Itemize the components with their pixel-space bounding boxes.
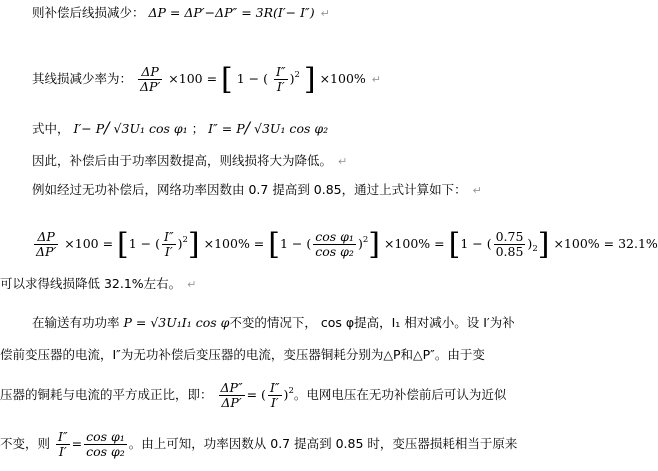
line-result <box>0 274 196 295</box>
return-icon: ↵ <box>472 184 482 197</box>
denominator-phi1: √3U₁ cos φ₁ <box>113 121 188 136</box>
bracket-right: ] <box>303 61 316 97</box>
times-100: ×100 = <box>168 71 218 86</box>
symbol-i2: I″ = <box>208 121 233 136</box>
line-voltage: 不变，则 $\frac{I''}{I'}$ = $\frac{\text{cos φ₁}}{\text{cos φ₂}}$ 。由上可知，功率因数从 0.7 提高到 0.85 时，变压器损耗相当于原来 <box>0 429 518 459</box>
bracket-left: [ <box>221 61 233 97</box>
line-therefore <box>32 151 347 172</box>
separator: ； <box>191 121 205 136</box>
denominator-phi2: √3U₁ cos φ₂ <box>254 121 329 136</box>
line-calculation: $\frac{\Delta P}{\Delta P'}$ ×100 = [1 − ( $\frac{I''}{I'}$ )$^2$] ×100% = [1 − ( $\frac{\text{cos φ₁}}{\text{cos φ₂}}$ )$^2$] ×100% = [1 − ( $\frac{0.75}{0.85}$ )$_2] \times 100\% = 32.1\%$ <box>36 226 658 262</box>
one-minus: 1 − ( <box>236 71 268 86</box>
result-percent: ×100% = 32.1% <box>553 236 658 251</box>
fraction-cos-calc: $\frac{\text{cos φ₁}}{\text{cos φ₂}}$ <box>315 229 354 259</box>
fraction-dp-dp1-calc: $\frac{\Delta P}{\Delta P'}$ <box>36 229 57 259</box>
line-where: 式中， I′− P/ √3U₁ cos φ₁ ； I″ = P/ √3U₁ cos φ₂ <box>32 118 329 137</box>
symbol-i1: I′ <box>73 121 82 136</box>
line-transformer-current: 偿前变压器的电流，I″为无功补偿后变压器的电流，变压器铜耗分别为△P和△P″。由于变 <box>0 347 485 362</box>
text-result: 可以求得线损降低 32.1%左右。 <box>0 276 182 291</box>
fraction-i2-i1: $\frac{I''}{I'}$ <box>275 64 286 94</box>
label-reduction: 则补偿后线损减少： <box>32 5 145 20</box>
line-reduction <box>32 3 330 24</box>
text-example: 例如经过无功补偿后，网络功率因数由 0.7 提高到 0.85，通过上式计算如下： <box>32 182 467 197</box>
formula-delta-p: ΔP = ΔP′−ΔP″ = 3R(I′− I″) <box>148 5 315 20</box>
fraction-cos-voltage: $\frac{\text{cos φ₁}}{\text{cos φ₂}}$ <box>86 429 125 459</box>
line-transmission: 在输送有功功率 P = √3U₁I₁ cos φ不变的情况下， cos φ提高，I₁ 相对减小。设 I′为补 <box>32 315 515 330</box>
square-exponent: 2 <box>294 70 300 80</box>
text-therefore: 因此，补偿后由于功率因数提高，则线损将大为降低。 <box>32 153 333 168</box>
return-icon: ↵ <box>187 278 197 291</box>
fraction-i2-i1-loss: $\frac{I''}{I'}$ <box>269 380 280 410</box>
formula-power: P = √3U₁I₁ cos φ <box>123 315 230 330</box>
fraction-dp-dp1: $\frac{\Delta P}{\Delta P'}$ <box>140 64 161 94</box>
return-icon: ↵ <box>338 155 348 168</box>
fraction-values-calc: $\frac{0.75}{0.85}$ <box>495 229 524 259</box>
return-icon: ↵ <box>320 7 330 20</box>
label-where: 式中， <box>32 121 70 136</box>
line-reduction-rate: 其线损减少率为： $\frac{\Delta P}{\Delta P'}$ ×100 = [ 1 − ( $\frac{I''}{I'}$ )$^2$ ] ×100% ↵ <box>32 61 381 97</box>
symbol-p2: P <box>236 121 245 136</box>
fraction-i2-i1-calc: $\frac{I''}{I'}$ <box>164 229 174 259</box>
line-example <box>32 180 482 201</box>
fraction-i2-i1-voltage: $\frac{I''}{I'}$ <box>58 429 68 459</box>
fraction-dp2-dp1: $\frac{\Delta P''}{\Delta P'}$ <box>220 380 243 410</box>
return-icon: ↵ <box>371 73 381 86</box>
label-reduction-rate: 其线损减少率为： <box>32 71 133 86</box>
line-copper-loss: 压器的铜耗与电流的平方成正比，即： $\frac{\Delta P''}{\Delta P'}$ = ( $\frac{I''}{I'}$ )$^2$。电网电压在无功补偿前后可认为近似 <box>0 380 507 410</box>
symbol-p: P <box>95 121 105 136</box>
times-100-percent: ×100% <box>319 71 366 86</box>
